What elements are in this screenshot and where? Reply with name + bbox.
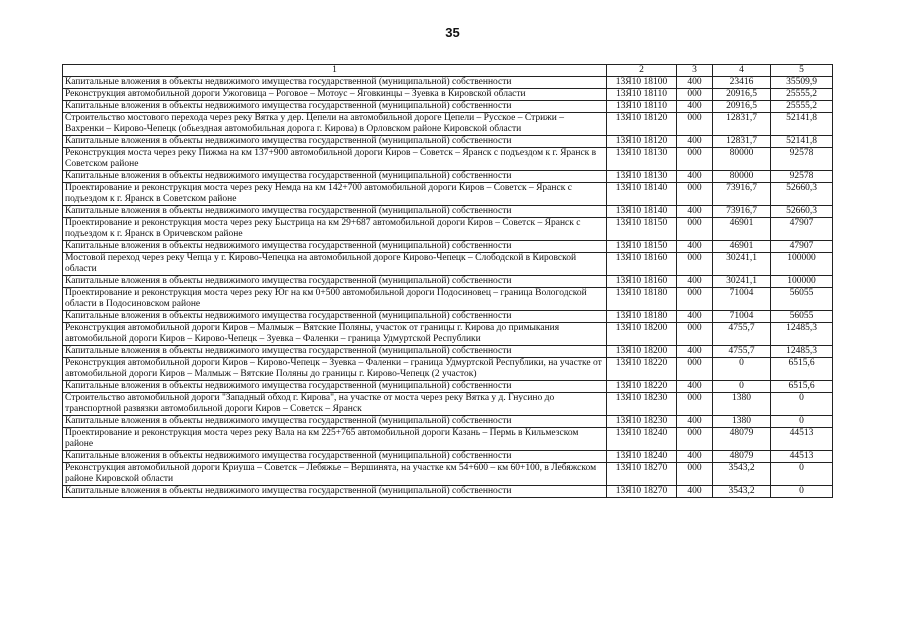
- amount-year1-cell: 73916,7: [713, 183, 771, 206]
- table-row: [63, 136, 833, 148]
- item-name-cell: Капитальные вложения в объекты недвижимого имущества государственной (муниципальной) собственности: [63, 206, 607, 218]
- item-name-cell: Капитальные вложения в объекты недвижимого имущества государственной (муниципальной) собственности: [63, 346, 607, 358]
- target-code-cell: 13Я10 18270: [607, 463, 677, 486]
- item-name-cell: Капитальные вложения в объекты недвижимого имущества государственной (муниципальной) собственности: [63, 381, 607, 393]
- target-code-cell: 13Я10 18160: [607, 276, 677, 288]
- item-name-cell: Мостовой переход через реку Чепца у г. Кирово-Чепецка на автомобильной дороге Кирово-Чепецк – Слободской в Кировской области: [63, 253, 607, 276]
- target-code-cell: 13Я10 18130: [607, 171, 677, 183]
- expense-type-cell: 400: [677, 77, 713, 89]
- amount-year2-cell: 92578: [771, 171, 833, 183]
- table-row: [63, 323, 833, 346]
- table-row: [63, 171, 833, 183]
- amount-year1-cell: 71004: [713, 288, 771, 311]
- item-name-cell: Капитальные вложения в объекты недвижимого имущества государственной (муниципальной) собственности: [63, 101, 607, 113]
- table-row: [63, 253, 833, 276]
- expense-type-cell: 000: [677, 393, 713, 416]
- expense-type-cell: 000: [677, 288, 713, 311]
- expense-type-cell: 000: [677, 323, 713, 346]
- table-row: [63, 486, 833, 498]
- target-code-cell: 13Я10 18270: [607, 486, 677, 498]
- expense-type-cell: 000: [677, 463, 713, 486]
- expense-type-cell: 400: [677, 241, 713, 253]
- target-code-cell: 13Я10 18220: [607, 381, 677, 393]
- item-name-cell: Капитальные вложения в объекты недвижимого имущества государственной (муниципальной) собственности: [63, 486, 607, 498]
- amount-year2-cell: 0: [771, 463, 833, 486]
- amount-year1-cell: 80000: [713, 148, 771, 171]
- amount-year1-cell: 20916,5: [713, 89, 771, 101]
- target-code-cell: 13Я10 18100: [607, 77, 677, 89]
- budget-table: [62, 64, 833, 498]
- item-name-cell: Проектирование и реконструкция моста через реку Быстрица на км 29+687 автомобильной дороги Киров – Советск – Яранск с подъездом к г. Яранск в Оричевском районе: [63, 218, 607, 241]
- expense-type-cell: 000: [677, 218, 713, 241]
- amount-year1-cell: 80000: [713, 171, 771, 183]
- amount-year2-cell: 56055: [771, 311, 833, 323]
- amount-year2-cell: 12485,3: [771, 346, 833, 358]
- expense-type-cell: 400: [677, 136, 713, 148]
- target-code-cell: 13Я10 18220: [607, 358, 677, 381]
- target-code-cell: 13Я10 18110: [607, 101, 677, 113]
- target-code-cell: 13Я10 18130: [607, 148, 677, 171]
- amount-year2-cell: 0: [771, 416, 833, 428]
- amount-year2-cell: 25555,2: [771, 101, 833, 113]
- column-header-2: 2: [607, 65, 677, 77]
- amount-year1-cell: 46901: [713, 241, 771, 253]
- amount-year1-cell: 23416: [713, 77, 771, 89]
- item-name-cell: Реконструкция автомобильной дороги Криуша – Советск – Лебяжье – Вершинята, на участке км 54+600 – км 60+100, в Лебяжском районе Кировской области: [63, 463, 607, 486]
- item-name-cell: Проектирование и реконструкция моста через реку Вала на км 225+765 автомобильной дороги Казань – Пермь в Кильмезском районе: [63, 428, 607, 451]
- amount-year2-cell: 47907: [771, 218, 833, 241]
- column-header-5: 5: [771, 65, 833, 77]
- amount-year1-cell: 73916,7: [713, 206, 771, 218]
- item-name-cell: Капитальные вложения в объекты недвижимого имущества государственной (муниципальной) собственности: [63, 136, 607, 148]
- target-code-cell: 13Я10 18140: [607, 183, 677, 206]
- expense-type-cell: 000: [677, 358, 713, 381]
- table-row: [63, 428, 833, 451]
- table-row: [63, 101, 833, 113]
- amount-year2-cell: 52141,8: [771, 136, 833, 148]
- expense-type-cell: 000: [677, 253, 713, 276]
- amount-year2-cell: 100000: [771, 276, 833, 288]
- target-code-cell: 13Я10 18160: [607, 253, 677, 276]
- amount-year2-cell: 100000: [771, 253, 833, 276]
- amount-year2-cell: 0: [771, 486, 833, 498]
- item-name-cell: Строительство автомобильной дороги "Западный обход г. Кирова", на участке от моста через реку Вятка у д. Гнусино до транспортной развязки автомобильной дороги Киров – Советск – Яранск: [63, 393, 607, 416]
- target-code-cell: 13Я10 18200: [607, 323, 677, 346]
- amount-year2-cell: 35509,9: [771, 77, 833, 89]
- column-header-4: 4: [713, 65, 771, 77]
- amount-year2-cell: 0: [771, 393, 833, 416]
- expense-type-cell: 400: [677, 416, 713, 428]
- expense-type-cell: 000: [677, 428, 713, 451]
- amount-year2-cell: 52141,8: [771, 113, 833, 136]
- table-row: [63, 416, 833, 428]
- amount-year1-cell: 3543,2: [713, 463, 771, 486]
- amount-year2-cell: 56055: [771, 288, 833, 311]
- expense-type-cell: 400: [677, 346, 713, 358]
- amount-year1-cell: 30241,1: [713, 276, 771, 288]
- amount-year1-cell: 20916,5: [713, 101, 771, 113]
- expense-type-cell: 400: [677, 276, 713, 288]
- expense-type-cell: 400: [677, 486, 713, 498]
- amount-year2-cell: 12485,3: [771, 323, 833, 346]
- table-row: [63, 276, 833, 288]
- amount-year1-cell: 1380: [713, 393, 771, 416]
- amount-year1-cell: 12831,7: [713, 136, 771, 148]
- column-header-3: 3: [677, 65, 713, 77]
- amount-year2-cell: 25555,2: [771, 89, 833, 101]
- item-name-cell: Капитальные вложения в объекты недвижимого имущества государственной (муниципальной) собственности: [63, 416, 607, 428]
- item-name-cell: Капитальные вложения в объекты недвижимого имущества государственной (муниципальной) собственности: [63, 77, 607, 89]
- amount-year1-cell: 46901: [713, 218, 771, 241]
- expense-type-cell: 400: [677, 381, 713, 393]
- item-name-cell: Реконструкция автомобильной дороги Ужоговица – Роговое – Мотоус – Яговкинцы – Зуевка в Кировской области: [63, 89, 607, 101]
- table-row: [63, 381, 833, 393]
- table-row: [63, 218, 833, 241]
- expense-type-cell: 000: [677, 148, 713, 171]
- column-header-1: 1: [63, 65, 607, 77]
- target-code-cell: 13Я10 18150: [607, 241, 677, 253]
- amount-year2-cell: 52660,3: [771, 183, 833, 206]
- table-header-row: [63, 65, 833, 77]
- table-row: [63, 463, 833, 486]
- table-body: [63, 77, 833, 498]
- amount-year1-cell: 12831,7: [713, 113, 771, 136]
- amount-year1-cell: 3543,2: [713, 486, 771, 498]
- expense-type-cell: 000: [677, 113, 713, 136]
- table-row: [63, 206, 833, 218]
- table-row: [63, 113, 833, 136]
- amount-year2-cell: 92578: [771, 148, 833, 171]
- item-name-cell: Реконструкция автомобильной дороги Киров – Малмыж – Вятские Поляны, участок от границы г. Кирова до примыкания автомобильной дороги Киров – Кирово-Чепецк – Зуевка – Фаленки – граница Удмуртской Республики: [63, 323, 607, 346]
- target-code-cell: 13Я10 18120: [607, 113, 677, 136]
- amount-year2-cell: 44513: [771, 451, 833, 463]
- amount-year1-cell: 0: [713, 358, 771, 381]
- amount-year1-cell: 4755,7: [713, 323, 771, 346]
- amount-year1-cell: 48079: [713, 451, 771, 463]
- target-code-cell: 13Я10 18240: [607, 451, 677, 463]
- item-name-cell: Капитальные вложения в объекты недвижимого имущества государственной (муниципальной) собственности: [63, 241, 607, 253]
- table-row: [63, 89, 833, 101]
- table-row: [63, 311, 833, 323]
- item-name-cell: Проектирование и реконструкция моста через реку Юг на км 0+500 автомобильной дороги Подосиновец – граница Вологодской области в Подосиновском районе: [63, 288, 607, 311]
- table-row: [63, 148, 833, 171]
- amount-year1-cell: 4755,7: [713, 346, 771, 358]
- target-code-cell: 13Я10 18120: [607, 136, 677, 148]
- expense-type-cell: 400: [677, 311, 713, 323]
- item-name-cell: Проектирование и реконструкция моста через реку Немда на км 142+700 автомобильной дороги Киров – Советск – Яранск с подъездом к г. Яранск в Советском районе: [63, 183, 607, 206]
- target-code-cell: 13Я10 18150: [607, 218, 677, 241]
- target-code-cell: 13Я10 18180: [607, 288, 677, 311]
- expense-type-cell: 400: [677, 171, 713, 183]
- item-name-cell: Капитальные вложения в объекты недвижимого имущества государственной (муниципальной) собственности: [63, 311, 607, 323]
- target-code-cell: 13Я10 18230: [607, 393, 677, 416]
- amount-year1-cell: 48079: [713, 428, 771, 451]
- table-row: [63, 451, 833, 463]
- item-name-cell: Капитальные вложения в объекты недвижимого имущества государственной (муниципальной) собственности: [63, 276, 607, 288]
- amount-year2-cell: 44513: [771, 428, 833, 451]
- amount-year2-cell: 52660,3: [771, 206, 833, 218]
- amount-year2-cell: 6515,6: [771, 358, 833, 381]
- amount-year2-cell: 47907: [771, 241, 833, 253]
- table-row: [63, 77, 833, 89]
- table-row: [63, 183, 833, 206]
- table-row: [63, 346, 833, 358]
- item-name-cell: Реконструкция автомобильной дороги Киров – Кирово-Чепецк – Зуевка – Фаленки – граница Удмуртской Республики, на участке от автомобильной дороги Киров – Малмыж – Вятские Поляны до границы г. Кирово-Чепецк (2 участок): [63, 358, 607, 381]
- amount-year2-cell: 6515,6: [771, 381, 833, 393]
- page-number: 35: [445, 25, 460, 40]
- expense-type-cell: 400: [677, 101, 713, 113]
- table-row: [63, 358, 833, 381]
- item-name-cell: Строительство мостового перехода через реку Вятка у дер. Цепели на автомобильной дороге Цепели – Русское – Стрижи – Вахренки – Кирово-Чепецк (обьездная автомобильная дорога г. Кирова) в Орловском районе Кировской области: [63, 113, 607, 136]
- expense-type-cell: 400: [677, 206, 713, 218]
- target-code-cell: 13Я10 18240: [607, 428, 677, 451]
- target-code-cell: 13Я10 18230: [607, 416, 677, 428]
- amount-year1-cell: 0: [713, 381, 771, 393]
- expense-type-cell: 000: [677, 183, 713, 206]
- amount-year1-cell: 71004: [713, 311, 771, 323]
- target-code-cell: 13Я10 18180: [607, 311, 677, 323]
- target-code-cell: 13Я10 18200: [607, 346, 677, 358]
- table-row: [63, 241, 833, 253]
- item-name-cell: Капитальные вложения в объекты недвижимого имущества государственной (муниципальной) собственности: [63, 451, 607, 463]
- table-row: [63, 288, 833, 311]
- expense-type-cell: 400: [677, 451, 713, 463]
- item-name-cell: Капитальные вложения в объекты недвижимого имущества государственной (муниципальной) собственности: [63, 171, 607, 183]
- amount-year1-cell: 30241,1: [713, 253, 771, 276]
- table-row: [63, 393, 833, 416]
- amount-year1-cell: 1380: [713, 416, 771, 428]
- item-name-cell: Реконструкция моста через реку Пижма на км 137+900 автомобильной дороги Киров – Советск – Яранск с подъездом к г. Яранск в Советском районе: [63, 148, 607, 171]
- target-code-cell: 13Я10 18110: [607, 89, 677, 101]
- target-code-cell: 13Я10 18140: [607, 206, 677, 218]
- expense-type-cell: 000: [677, 89, 713, 101]
